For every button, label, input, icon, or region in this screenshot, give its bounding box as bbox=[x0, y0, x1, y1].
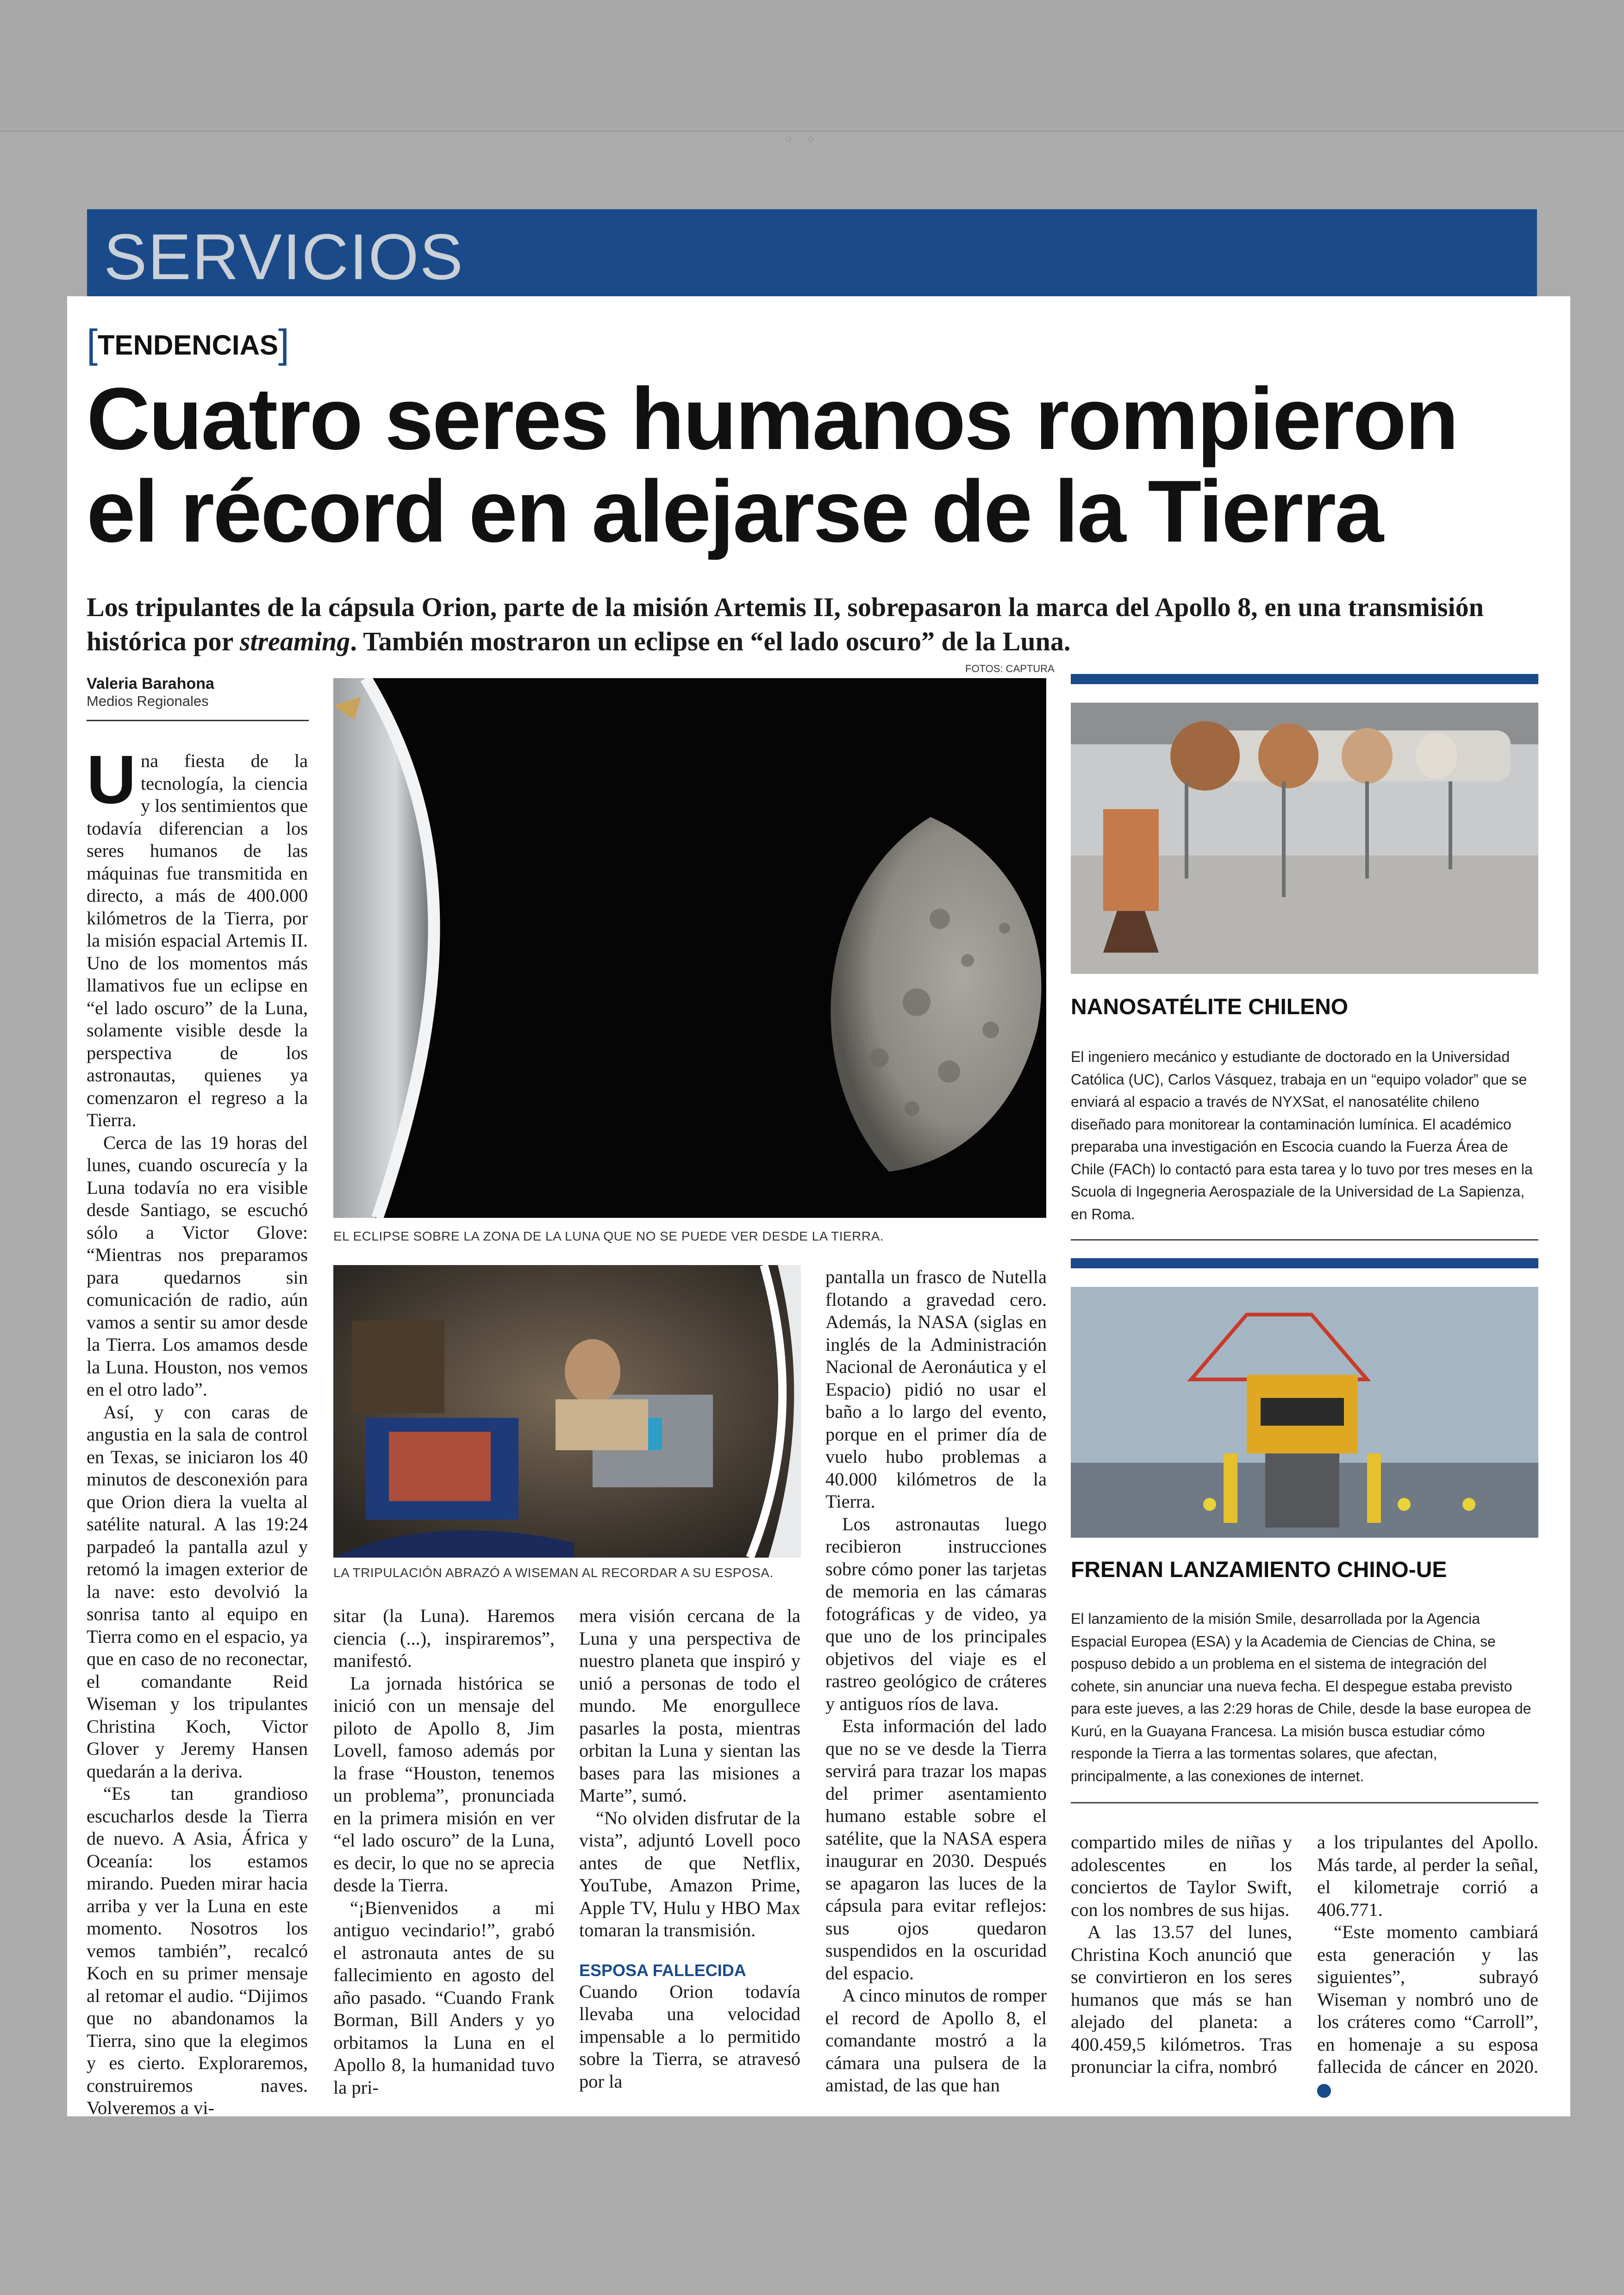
paragraph: sitar (la Luna). Haremos ciencia (...), inspiraremos”, manifestó. bbox=[333, 1605, 555, 1671]
launch-photo bbox=[1071, 1287, 1538, 1538]
paragraph: A las 13.57 del lunes, Christina Koch anunció que se convirtieron en los seres humanos que más se han alejado del planeta: a 400.459,5 kilómetros. Tras pronunciar la cifra, nombró bbox=[1071, 1921, 1292, 2077]
paragraph: pantalla un frasco de Nutella flotando a gravedad cero. Además, la NASA (siglas en inglés de la Administración Nacional de Aeronáutica y el Espacio) pidió no usar el baño a lo largo del evento, porque en el primer día de vuelo hubo problemas a 40.000 kilómetros de la Tierra. bbox=[825, 1266, 1047, 1512]
article-column-3 bbox=[579, 1605, 800, 2093]
paragraph bbox=[1317, 1921, 1538, 2101]
sidebar-rule bbox=[1071, 1258, 1538, 1268]
moon-eclipse-photo bbox=[333, 678, 1046, 1218]
sidebar-text: El ingeniero mecánico y estudiante de doctorado en la Universidad Católica (UC), Carlos Vásquez, trabaja en un “equipo volador” que se enviará al espacio a través de NYXSat, el nanosatélite chileno diseñado para monitorear la contaminación lumínica. El académico preparaba una investigación en Escocia cuando la Fuerza Área de Chile (FACh) lo contactó para esta tarea y lo tuvo por tres meses en la Scuola di Ingegneria Aerospaziale de la Universidad de La Sapienza, en Roma. bbox=[1071, 1048, 1533, 1222]
author-outlet: Medios Regionales bbox=[87, 693, 209, 709]
crew-photo bbox=[333, 1265, 801, 1558]
dropcap: U bbox=[87, 742, 136, 818]
sidebar-title: NANOSATÉLITE CHILENO bbox=[1071, 995, 1349, 1019]
end-mark-icon: ✪ bbox=[1317, 2084, 1331, 2098]
paragraph: a los tripulantes del Apollo. Más tarde, al perder la señal, el kilometraje corrió a 406.771. bbox=[1317, 1832, 1538, 1920]
paragraph: Esta información del lado que no se ve desde la Tierra servirá para trazar los mapas del primer asentamiento humano estable sobre el satélite, que la NASA espera inaugurar en 2030. Después se apagaron las luces de la cápsula para evitar reflejos: sus ojos quedaron suspendidos en la oscuridad del espacio. bbox=[825, 1715, 1047, 1983]
paragraph bbox=[87, 742, 308, 1132]
paragraph: compartido miles de niñas y adolescentes en los conciertos de Taylor Swift, con los nombres de sus hijas. bbox=[1071, 1832, 1292, 1920]
section-header bbox=[87, 209, 1537, 299]
deck-text-end: . También mostraron un eclipse en “el lado oscuro” de la Luna. bbox=[350, 626, 1071, 656]
paragraph-text: “Este momento cambiará esta generación y las siguientes”, subrayó Wiseman y nombró uno de los cráteres como “Carroll”, en homenaje a su esposa fallecida de cáncer en 2020. bbox=[1317, 1921, 1538, 2077]
deck-italic: streaming bbox=[239, 626, 350, 656]
paragraph: “No olviden disfrutar de la vista”, adjuntó Lovell poco antes de que Netflix, YouTube, Amazon Prime, Apple TV, Hulu y HBO Max tomaran la transmisión. bbox=[579, 1807, 800, 1940]
nanosatellite-photo bbox=[1071, 703, 1538, 974]
article-column-4 bbox=[825, 1266, 1047, 2097]
sidebar-title: FRENAN LANZAMIENTO CHINO-UE bbox=[1071, 1558, 1447, 1582]
sidebar-lanzamiento bbox=[1071, 1258, 1538, 1803]
paragraph: mera visión cercana de la Luna y una perspectiva de nuestro planeta que inspiró y unió a personas de todo el mundo. Me enorgullece pasarles la posta, mientras orbitan la Luna y sientan las bases para las misiones a Marte”, sumó. bbox=[579, 1605, 800, 1806]
paragraph-text: na fiesta de la tecnología, la ciencia y los sentimientos que todavía diferencian a los seres humanos de las máquinas fue transmitida en directo, a más de 400.000 kilómetros de la Tierra, por la misión espacial Artemis II. Uno de los momentos más llamativos fue un eclipse en “el lado oscuro” de la Luna, solamente visible desde la perspectiva de los astronautas, quienes ya comenzaron el regreso a la Tierra. bbox=[87, 750, 308, 1130]
kicker-label: TENDENCIAS bbox=[97, 330, 278, 361]
deck-text: Los tripulantes de la cápsula Orion, parte de la misión Artemis II, sobrepasaron la marca del Apollo 8, en una transmisión histórica por bbox=[87, 592, 1484, 656]
paragraph: “¡Bienvenidos a mi antiguo vecindario!”, grabó el astronauta antes de su fallecimiento en agosto del año pasado. “Cuando Frank Borman, Bill Anders y yo orbitamos la Luna en el Apollo 8, la humanidad tuvo la pri- bbox=[333, 1897, 555, 2098]
article-column-1 bbox=[87, 742, 308, 2120]
sidebar-divider bbox=[1071, 1802, 1538, 1803]
moon-photo-caption: EL ECLIPSE SOBRE LA ZONA DE LA LUNA QUE NO SE PUEDE VER DESDE LA TIERRA. bbox=[333, 1229, 884, 1243]
sidebar-rule bbox=[1071, 674, 1538, 684]
page-indicator-icon[interactable]: ◦◦ bbox=[783, 130, 828, 150]
section-title: SERVICIOS bbox=[104, 220, 464, 293]
newspaper-page bbox=[67, 296, 1570, 2116]
moon-eclipse-image bbox=[333, 678, 1046, 1218]
paragraph: Los astronautas luego recibieron instrucciones sobre cómo poner las tarjetas de memoria en las cámaras fotográficas y de video, ya que uno de los principales objetivos del viaje es el rastreo geológico de cráteres y antiguos ríos de lava. bbox=[825, 1513, 1047, 1714]
paragraph: Así, y con caras de angustia en la sala de control en Texas, se iniciaron los 40 minutos de desconexión para que Orion diera la vuelta al satélite natural. A las 19:24 parpadeó la pantalla azul y retomó la imagen exterior de la nave: esto devolvió la sonrisa tanto al equipo en Tierra como en el espacio, ya que en caso de no reconectar, el comandante Reid Wiseman y los tripulantes Christina Koch, Victor Glover y Jeremy Hansen quedarán a la deriva. bbox=[87, 1401, 308, 1782]
paragraph: La jornada histórica se inició con un mensaje del piloto de Apollo 8, Jim Lovell, famoso además por la frase “Houston, tenemos un problema”, pronunciada en la primera misión en ver “el lado oscuro” de la Luna, es decir, lo que no se aprecia desde la Tierra. bbox=[333, 1672, 555, 1896]
launch-image bbox=[1071, 1287, 1538, 1538]
article-column-5 bbox=[1071, 1831, 1292, 2078]
sidebar-text: El lanzamiento de la misión Smile, desarrollada por la Agencia Espacial Europea (ESA) y la Academia de Ciencias de China, se pospuso debido a un problema en el sistema de integración del cohete, sin anunciar una nueva fecha. El despegue estaba previsto para este jueves, a las 2:29 horas de Chile, desde la base europea de Kurú, en la Guayana Francesa. La misión busca estudiar cómo responde la Tierra a las tormentas solares, que afectan, principalmente, a las conexiones de internet. bbox=[1071, 1610, 1531, 1784]
photo-credit: FOTOS: CAPTURA bbox=[965, 663, 1055, 674]
paragraph: Cuando Orion todavía llevaba una velocidad impensable a lo permitido sobre la Tierra, se atravesó por la bbox=[579, 1981, 800, 2092]
viewer-top-bar bbox=[0, 0, 1624, 132]
paragraph: Cerca de las 19 horas del lunes, cuando oscurecía y la Luna todavía no era visible desde Santiago, se escuchó sólo a Victor Glove: “Mientras nos preparamos para quedarnos sin comunicación de radio, aún vamos a sentir su amor desde la Tierra. Los amamos desde la Luna. Houston, nos vemos en el otro lado”. bbox=[87, 1132, 308, 1400]
bracket-right-icon: ] bbox=[278, 322, 289, 366]
crew-photo-caption: LA TRIPULACIÓN ABRAZÓ A WISEMAN AL RECORDAR A SU ESPOSA. bbox=[333, 1565, 774, 1580]
bracket-left-icon: [ bbox=[87, 322, 98, 366]
crew-photo-image bbox=[333, 1265, 801, 1558]
headline: Cuatro seres humanos rompieron el récord en alejarse de la Tierra bbox=[87, 370, 1458, 561]
nanosatellite-image bbox=[1071, 703, 1538, 974]
paragraph: A cinco minutos de romper el record de Apollo 8, el comandante mostró a la cámara una pulsera de la amistad, de las que han bbox=[825, 1985, 1047, 2095]
byline bbox=[87, 675, 309, 721]
subhead: ESPOSA FALLECIDA bbox=[579, 1960, 746, 1980]
article-column-6 bbox=[1317, 1831, 1538, 2101]
article-column-2 bbox=[333, 1605, 555, 2099]
kicker bbox=[87, 318, 289, 364]
sidebar-nanosatelite bbox=[1071, 674, 1538, 1241]
deck bbox=[87, 590, 1549, 659]
paragraph: “Es tan grandioso escucharlos desde la Tierra de nuevo. A Asia, África y Oceanía: los estamos mirando. Pueden mirar hacia arriba y ver la Luna en este momento. Nosotros los vemos también”, recalcó Koch en su primer mensaje al retomar el audio. “Dijimos que no abandonamos la Tierra, sino que la elegimos y es cierto. Exploraremos, construiremos naves. Volveremos a vi- bbox=[87, 1783, 308, 2118]
author-name: Valeria Barahona bbox=[87, 675, 214, 692]
sidebar-divider bbox=[1071, 1239, 1538, 1241]
